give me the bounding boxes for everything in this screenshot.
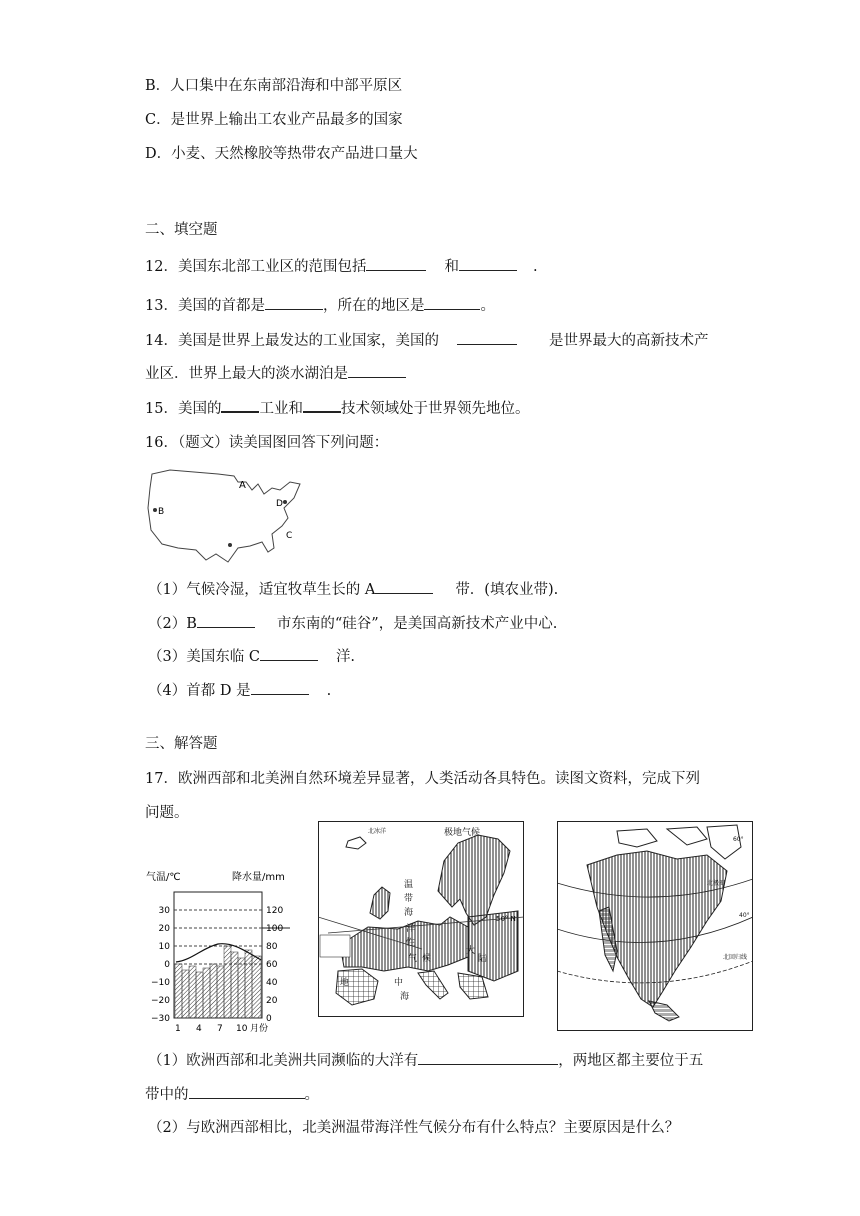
ocean-current-inset (320, 935, 350, 957)
answer-blank[interactable] (260, 646, 318, 661)
precip-tick: 80 (266, 942, 278, 952)
question-13: 13．美国的首都是 ，所在的地区是 。 (145, 294, 495, 315)
temp-tick: −30 (151, 1014, 170, 1024)
question-16-4: （4）首都 D 是 . (148, 679, 331, 700)
month-tick: 月份 (250, 1024, 269, 1034)
question-17-2: （2）与欧洲西部相比，北美洲温带海洋性气候分布有什么特点？主要原因是什么？ (148, 1120, 680, 1136)
map-label: 海 (400, 992, 410, 1002)
map-label: 50° N (496, 915, 516, 923)
map-label: 40° (739, 912, 750, 919)
map-label-d: D (276, 499, 283, 509)
map-label: 北极圈 (707, 880, 726, 887)
question-16-title: 16．（题文）读美国图回答下列问题： (145, 435, 389, 451)
map-label: 海 (404, 908, 414, 918)
temp-tick: −10 (151, 978, 170, 988)
month-tick: 10 (236, 1024, 248, 1034)
answer-blank[interactable] (221, 397, 259, 413)
answer-blank[interactable] (303, 397, 341, 413)
question-16-1: （1）气候冷湿，适宜牧草生长的 A 带．(填农业带). (148, 578, 558, 599)
question-17-1-line1: （1）欧洲西部和北美洲共同濒临的大洋有 ，两地区都主要位于五 (148, 1049, 703, 1070)
precip-tick: 40 (266, 978, 278, 988)
month-tick: 4 (196, 1024, 202, 1034)
question-16-2: （2）B 市东南的“硅谷”，是美国高新技术产业中心. (148, 612, 557, 633)
month-tick: 7 (217, 1024, 223, 1034)
option-b: B．人口集中在东南部沿海和中部平原区 (145, 78, 403, 94)
question-17-1-line2: 带中的 。 (145, 1083, 319, 1104)
city-marker-south (228, 543, 232, 547)
question-14-line2: 业区．世界上最大的淡水湖泊是 (145, 362, 406, 383)
temp-tick: 20 (158, 924, 170, 934)
precip-tick: 20 (266, 996, 278, 1006)
temp-tick: −20 (151, 996, 170, 1006)
city-marker-d (283, 500, 287, 504)
precip-tick: 60 (266, 960, 278, 970)
north-america-climate-map (557, 821, 753, 1031)
city-marker-b (153, 508, 157, 512)
map-label: 带 (404, 894, 414, 904)
temp-tick: 10 (158, 942, 170, 952)
section-title-answer: 三、解答题 (145, 736, 218, 752)
precip-tick: 120 (266, 906, 284, 916)
answer-blank[interactable] (375, 579, 433, 594)
answer-blank[interactable] (265, 295, 323, 310)
answer-blank[interactable] (424, 295, 480, 310)
question-17-line1: 17．欧洲西部和北美洲自然环境差异显著，人类活动各具特色。读图文资料，完成下列 (145, 771, 700, 787)
answer-blank[interactable] (366, 256, 426, 271)
temp-tick: 0 (164, 960, 170, 970)
climate-chart (144, 868, 320, 1036)
question-16-3: （3）美国东临 C 洋. (148, 645, 355, 666)
answer-blank[interactable] (457, 330, 517, 345)
precip-tick: 0 (266, 1014, 272, 1024)
map-label-a: A (239, 480, 246, 491)
map-label-b: B (158, 507, 165, 517)
precip-tick: 100 (266, 924, 284, 934)
map-label: 陆 (478, 954, 488, 964)
month-tick: 1 (175, 1024, 181, 1034)
question-12: 12．美国东北部工业区的范围包括 和 . (145, 255, 538, 276)
option-d: D．小麦、天然橡胶等热带农产品进口量大 (145, 146, 418, 162)
map-label: 中 (394, 978, 404, 988)
section-title-fill-blank: 二、填空题 (145, 222, 218, 238)
answer-blank[interactable] (418, 1050, 558, 1065)
map-label: 温 (404, 880, 414, 890)
map-label: 北冰洋 (368, 828, 387, 835)
map-label-c: C (286, 531, 293, 541)
answer-blank[interactable] (459, 256, 517, 271)
map-label: 候 (422, 954, 432, 964)
precipitation-bars (175, 946, 261, 1018)
usa-outline-map (144, 460, 306, 572)
europe-climate-map (318, 821, 524, 1017)
map-label: 洋 (406, 924, 416, 934)
map-label: 60° (733, 836, 744, 843)
option-c: C．是世界上输出工农业产品最多的国家 (145, 112, 403, 128)
map-label: 地 (340, 978, 350, 988)
map-label: 性 (406, 938, 416, 948)
map-label: 极地气候 (444, 828, 481, 838)
question-15: 15．美国的 工业和 技术领域处于世界领先地位。 (145, 397, 529, 418)
question-17-line2: 问题。 (145, 805, 189, 821)
precipitation-axis-label: 降水量/mm (232, 872, 285, 883)
question-14-line1: 14．美国是世界上最发达的工业国家，美国的 是世界最大的高新技术产 (145, 329, 708, 350)
map-label: 北回归线 (723, 954, 748, 961)
answer-blank[interactable] (197, 613, 255, 628)
answer-blank[interactable] (348, 363, 406, 378)
temperature-axis-label: 气温/℃ (146, 872, 181, 883)
map-label: 气 (408, 954, 418, 964)
answer-blank[interactable] (189, 1084, 305, 1099)
map-label: 大 (466, 946, 476, 956)
temp-tick: 30 (158, 906, 170, 916)
answer-blank[interactable] (251, 680, 309, 695)
